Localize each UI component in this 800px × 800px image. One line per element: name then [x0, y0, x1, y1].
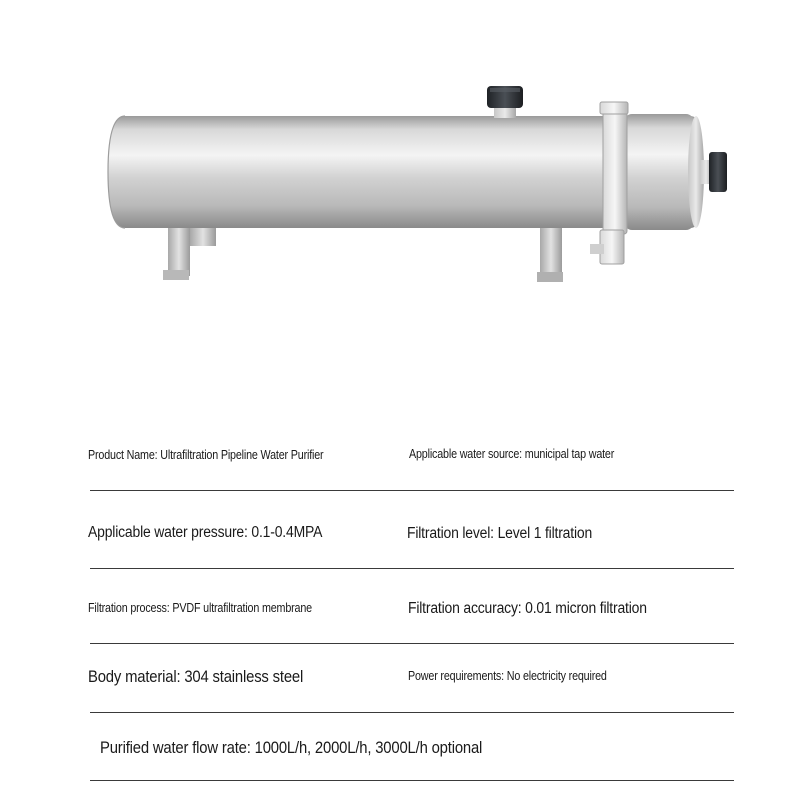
spec-filtration-process: Filtration process: PVDF ultrafiltration membrane — [88, 601, 312, 615]
spec-product-name: Product Name: Ultrafiltration Pipeline Water Purifier — [88, 448, 324, 462]
divider — [90, 643, 734, 644]
divider — [90, 780, 734, 781]
spec-filtration-level: Filtration level: Level 1 filtration — [407, 525, 593, 542]
spec-power-requirements: Power requirements: No electricity required — [408, 669, 607, 683]
spec-filtration-accuracy: Filtration accuracy: 0.01 micron filtration — [408, 600, 647, 617]
spec-flow-rate: Purified water flow rate: 1000L/h, 2000L/h, 3000L/h optional — [100, 739, 483, 757]
spec-water-source: Applicable water source: municipal tap water — [409, 447, 615, 461]
divider — [90, 568, 734, 569]
divider — [90, 490, 734, 491]
divider — [90, 712, 734, 713]
spec-body-material: Body material: 304 stainless steel — [88, 668, 304, 686]
spec-water-pressure: Applicable water pressure: 0.1-0.4MPA — [88, 524, 323, 541]
